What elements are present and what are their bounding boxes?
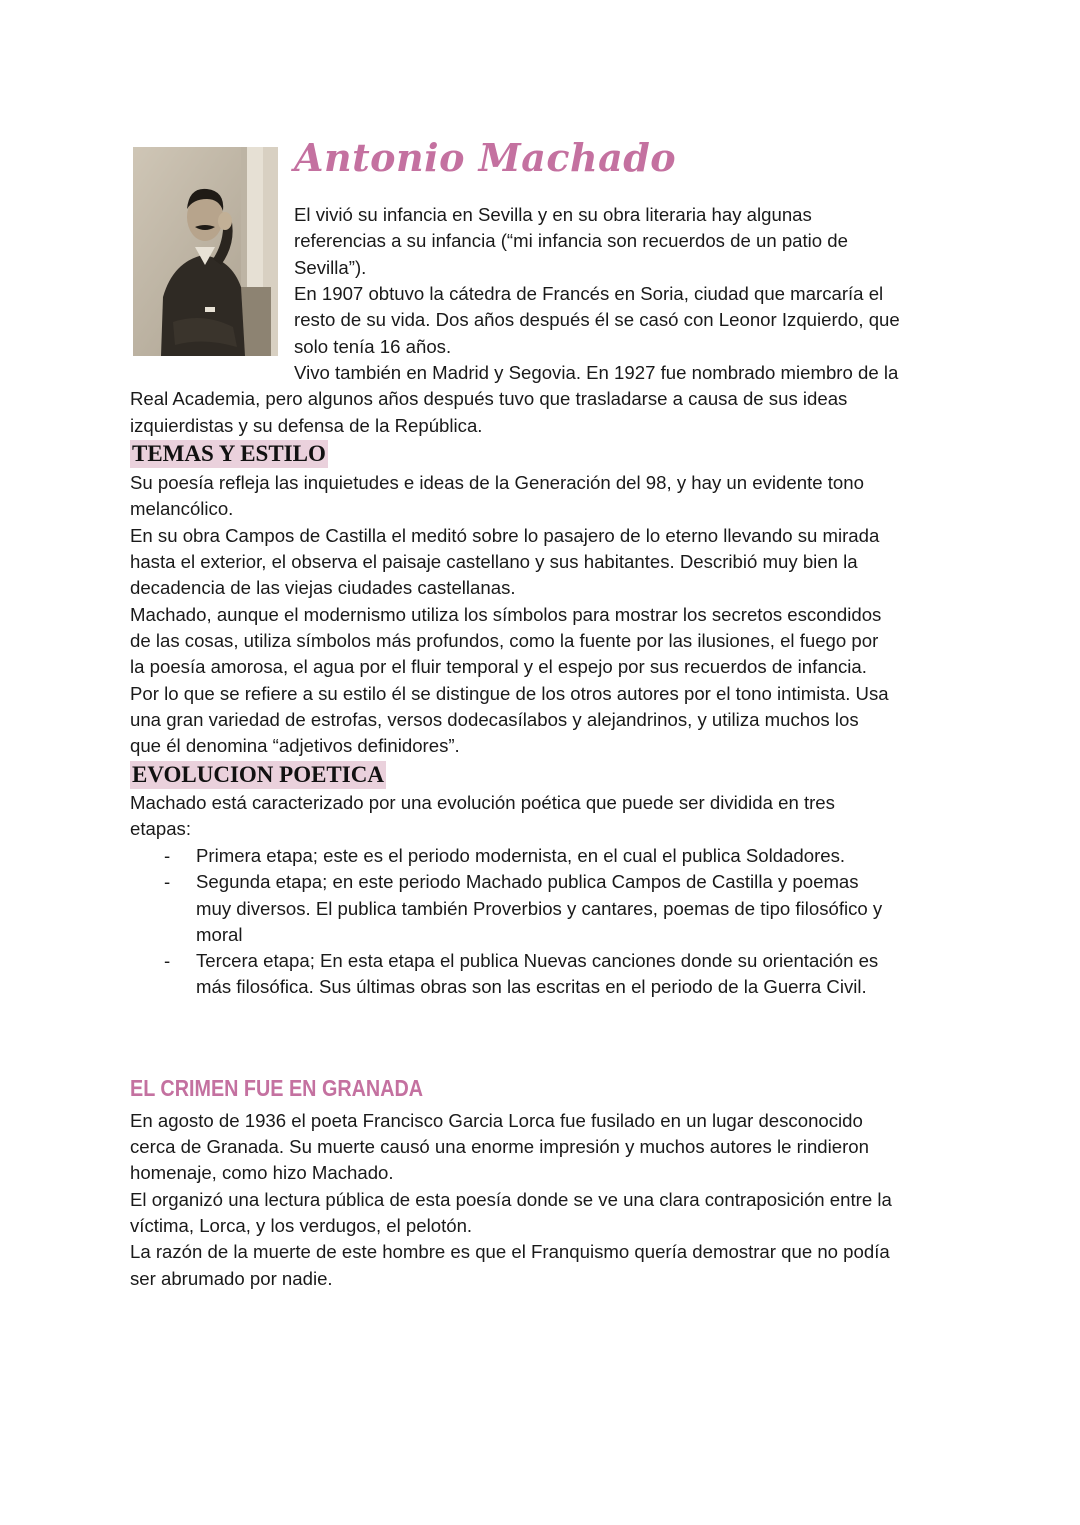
intro-line: referencias a su infancia (“mi infancia son recuerdos de un patio de [294, 230, 848, 251]
list-item [130, 869, 960, 948]
temas-line: una gran variedad de estrofas, versos dodecasílabos y alejandrinos, y utiliza muchos los [130, 709, 859, 730]
list-item-line: moral [196, 923, 243, 945]
section-heading-crimen: EL CRIMEN FUE EN GRANADA [130, 1075, 424, 1101]
intro-line: solo tenía 16 años. [294, 336, 452, 357]
crimen-line: La razón de la muerte de este hombre es que el Franquismo quería demostrar que no podía [130, 1241, 890, 1262]
temas-line: Su poesía refleja las inquietudes e ideas de la Generación del 98, y hay un evidente tono [130, 472, 864, 493]
page-title: Antonio Machado [294, 135, 677, 180]
temas-line: la poesía amorosa, el agua por el fluir temporal y el espejo por sus recuerdos de infancia. [130, 656, 867, 677]
etapas-list [130, 843, 960, 1001]
section-heading-evolucion: EVOLUCION POETICA [132, 762, 384, 787]
temas-line: de las cosas, utiliza símbolos más profundos, como la fuente por las ilusiones, el fuego por [130, 630, 879, 651]
portrait-photo [133, 147, 278, 356]
list-item-line: Tercera etapa; En esta etapa el publica Nuevas canciones donde su orientación es [196, 950, 879, 972]
temas-line: En su obra Campos de Castilla el meditó sobre lo pasajero de lo eterno llevando su mirada [130, 525, 880, 546]
list-dash: - [164, 871, 171, 893]
list-item-line: Primera etapa; este es el periodo modernista, en el cual el publica Soldadores. [196, 845, 846, 866]
evolucion-line: Machado está caracterizado por una evolución poética que puede ser dividida en tres [130, 792, 835, 813]
list-dash: - [164, 950, 171, 972]
evolucion-line: etapas: [130, 818, 191, 839]
list-item [130, 843, 960, 869]
list-dash: - [164, 845, 171, 866]
list-item-line: Segunda etapa; en este periodo Machado publica Campos de Castilla y poemas [196, 871, 859, 893]
intro-line: El vivió su infancia en Sevilla y en su obra literaria hay algunas [294, 204, 812, 225]
intro-line: Sevilla”). [294, 257, 367, 278]
intro-line: izquierdistas y su defensa de la República. [130, 415, 483, 436]
temas-line: Machado, aunque el modernismo utiliza los símbolos para mostrar los secretos escondidos [130, 604, 882, 625]
crimen-line: En agosto de 1936 el poeta Francisco Garcia Lorca fue fusilado en un lugar desconocido [130, 1110, 863, 1131]
temas-line: que él denomina “adjetivos definidores”. [130, 735, 460, 756]
crimen-line: cerca de Granada. Su muerte causó una enorme impresión y muchos autores le rindieron [130, 1136, 869, 1157]
crimen-line: homenaje, como hizo Machado. [130, 1162, 394, 1183]
crimen-line: ser abrumado por nadie. [130, 1268, 333, 1289]
crimen-line: víctima, Lorca, y los verdugos, el pelotón. [130, 1215, 473, 1236]
crimen-line: El organizó una lectura pública de esta poesía donde se ve una clara contraposición entre la [130, 1189, 892, 1210]
intro-line: En 1907 obtuvo la cátedra de Francés en Soria, ciudad que marcaría el [294, 283, 884, 304]
list-item [130, 948, 960, 1001]
list-item-line: más filosófica. Sus últimas obras son las escritas en el periodo de la Guerra Civil. [196, 976, 867, 998]
temas-line: hasta el exterior, el observa el paisaje castellano y sus habitantes. Describió muy bien la [130, 551, 858, 572]
temas-line: decadencia de las viejas ciudades castellanas. [130, 577, 516, 598]
section-heading-temas: TEMAS Y ESTILO [132, 441, 326, 466]
intro-line: resto de su vida. Dos años después él se casó con Leonor Izquierdo, que [294, 309, 900, 330]
temas-line: Por lo que se refiere a su estilo él se distingue de los otros autores por el tono intimista. Usa [130, 683, 889, 704]
temas-line: melancólico. [130, 498, 234, 519]
intro-line: Real Academia, pero algunos años después tuvo que trasladarse a causa de sus ideas [130, 388, 848, 409]
intro-line: Vivo también en Madrid y Segovia. En 1927 fue nombrado miembro de la [294, 362, 899, 383]
portrait-image [133, 147, 278, 356]
list-item-line: muy diversos. El publica también Proverbios y cantares, poemas de tipo filosófico y [196, 897, 883, 919]
